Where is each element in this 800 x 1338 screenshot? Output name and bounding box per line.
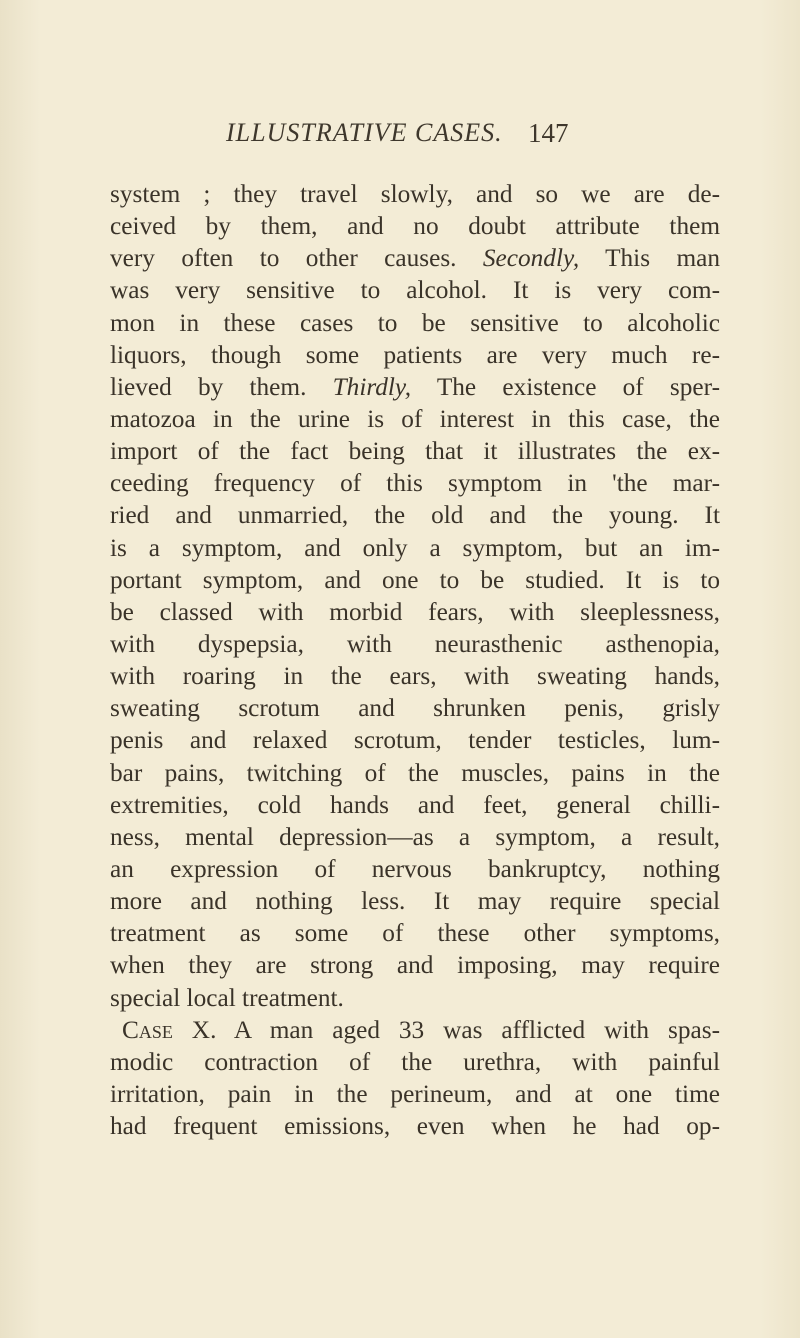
text-line: an expression of nervous bankruptcy, nothing bbox=[110, 854, 720, 883]
text-line: more and nothing less. It may require special bbox=[110, 887, 720, 916]
text-line: system ; they travel slowly, and so we are de- bbox=[110, 180, 720, 208]
running-title: ILLUSTRATIVE CASES. bbox=[226, 118, 503, 147]
text-line: with dyspepsia, with neurasthenic asthenopia, bbox=[110, 629, 720, 658]
text-line: ness, mental depression—as a symptom, a result, bbox=[110, 822, 720, 851]
text-line: special local treatment. bbox=[110, 983, 344, 1012]
body-text bbox=[110, 178, 720, 1142]
text-line: ceeding frequency of this symptom in 'the mar- bbox=[110, 469, 720, 498]
text-line: matozoa in the urine is of interest in this case, the bbox=[110, 404, 720, 433]
text-line: when they are strong and imposing, may require bbox=[110, 951, 720, 980]
text-line: penis and relaxed scrotum, tender testicles, lum- bbox=[110, 726, 720, 755]
text-line: was very sensitive to alcohol. It is very com- bbox=[110, 276, 720, 305]
text-line: had frequent emissions, even when he had op- bbox=[110, 1112, 720, 1141]
text-line: modic contraction of the urethra, with painful bbox=[110, 1047, 720, 1076]
text-line: ried and unmarried, the old and the young. It bbox=[110, 501, 720, 530]
text-line: bar pains, twitching of the muscles, pains in the bbox=[110, 758, 720, 787]
text-line: treatment as some of these other symptoms, bbox=[110, 919, 720, 948]
text-line: is a symptom, and only a symptom, but an im- bbox=[110, 533, 720, 562]
text-line: portant symptom, and one to be studied. It is to bbox=[110, 565, 720, 594]
case-heading-line: Case X. A man aged 33 was afflicted with spas- bbox=[122, 1015, 720, 1044]
text-line: ceived by them, and no doubt attribute them bbox=[110, 212, 720, 241]
text-line: be classed with morbid fears, with sleeplessness, bbox=[110, 597, 720, 626]
emphasis-secondly: Secondly, bbox=[482, 244, 580, 273]
text-line: sweating scrotum and shrunken penis, grisly bbox=[110, 694, 720, 723]
text-line: mon in these cases to be sensitive to alcoholic bbox=[110, 308, 720, 337]
case-label: Case X. bbox=[122, 1015, 217, 1044]
text-line: very often to other causes. Secondly, This man bbox=[110, 244, 721, 273]
page-header bbox=[226, 118, 726, 168]
text-line: liquors, though some patients are very much re- bbox=[110, 340, 720, 369]
text-line: import of the fact being that it illustrates the ex- bbox=[110, 437, 720, 466]
text-line: extremities, cold hands and feet, general chilli- bbox=[110, 790, 720, 819]
text-line: irritation, pain in the perineum, and at one time bbox=[110, 1079, 720, 1108]
text-line: with roaring in the ears, with sweating hands, bbox=[110, 662, 720, 691]
text-line: lieved by them. Thirdly, The existence of sper- bbox=[110, 372, 720, 401]
page-number: 147 bbox=[528, 118, 569, 148]
emphasis-thirdly: Thirdly, bbox=[332, 372, 412, 401]
